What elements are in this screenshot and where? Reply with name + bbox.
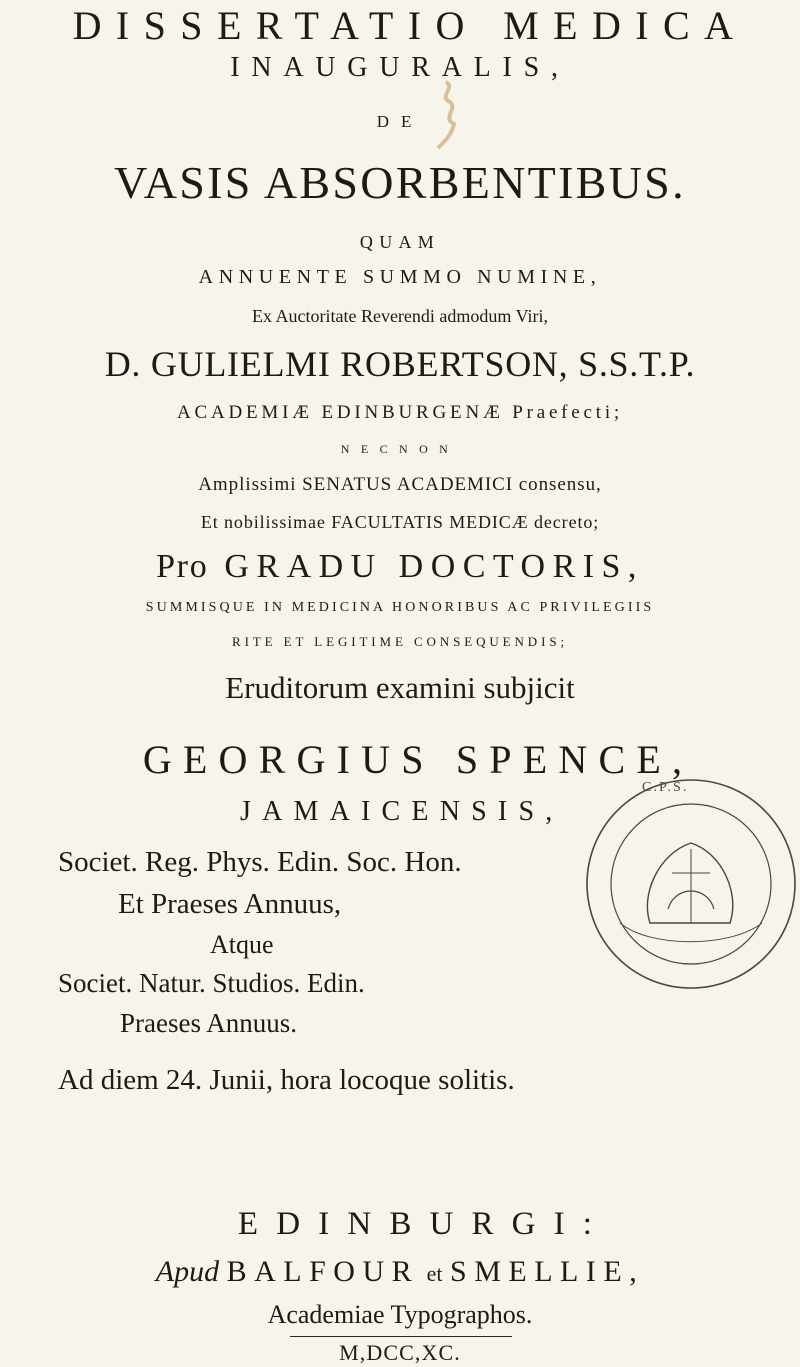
library-stamp-icon [580,773,800,995]
ex-auctoritate-line: Ex Auctoritate Reverendi admodum Viri, [251,306,548,326]
author-name: GEORGIUS SPENCE, [142,737,694,782]
subject-heading: VASIS ABSORBENTIBUS. [114,157,686,208]
praeses-name: D. GULIELMI ROBERTSON, S.S.T.P. [104,344,696,384]
apud-word: Apud [155,1255,220,1288]
de-line: DE [376,112,424,131]
year-line: M,DCC,XC. [339,1340,461,1365]
facultatis-line: Et nobilissimae FACULTATIS MEDICÆ decreto; [200,512,600,532]
academiae-line: ACADEMIÆ EDINBURGENÆ Praefecti; [176,402,624,423]
ink-flourish-icon [428,78,468,158]
annuente-line: ANNUENTE SUMMO NUMINE, [198,266,602,288]
affiliation-line: Atque [210,930,274,959]
gradu-line [0,548,800,586]
et-word: et [426,1261,443,1286]
necnon-line: NECNON [340,442,460,456]
stamp-legend: C.P.S. [642,780,689,795]
printers-line [0,1255,800,1289]
dissertation-title: DISSERTATIO MEDICA [72,3,748,48]
summisque-line: SUMMISQUE IN MEDICINA HONORIBUS AC PRIVILEGIIS [145,600,655,615]
affiliation-line: Et Praeses Annuus, [118,888,342,920]
divider-rule [290,1336,512,1337]
affiliation-line: Societ. Natur. Studios. Edin. [58,968,365,998]
typographos-line: Academiae Typographos. [267,1300,533,1329]
printer-smellie: SMELLIE, [450,1255,645,1288]
quam-line: QUAM [359,232,441,252]
pro-word: Pro [156,548,209,585]
affiliation-line: Societ. Reg. Phys. Edin. Soc. Hon. [58,846,462,878]
date-line: Ad diem 24. Junii, hora locoque solitis. [58,1064,515,1096]
rite-line: RITE ET LEGITIME CONSEQUENDIS; [232,634,568,649]
affiliation-line: Praeses Annuus. [120,1008,297,1038]
eruditorum-line: Eruditorum examini subjicit [225,670,575,705]
senatus-line: Amplissimi SENATUS ACADEMICI consensu, [198,474,602,495]
city-line: EDINBURGI: [237,1206,611,1242]
inauguralis-line: INAUGURALIS, [230,52,570,83]
jamaicensis-line: JAMAICENSIS, [240,796,564,827]
gradu-doctoris: GRADU DOCTORIS, [224,548,644,585]
printer-balfour: BALFOUR [226,1255,420,1288]
